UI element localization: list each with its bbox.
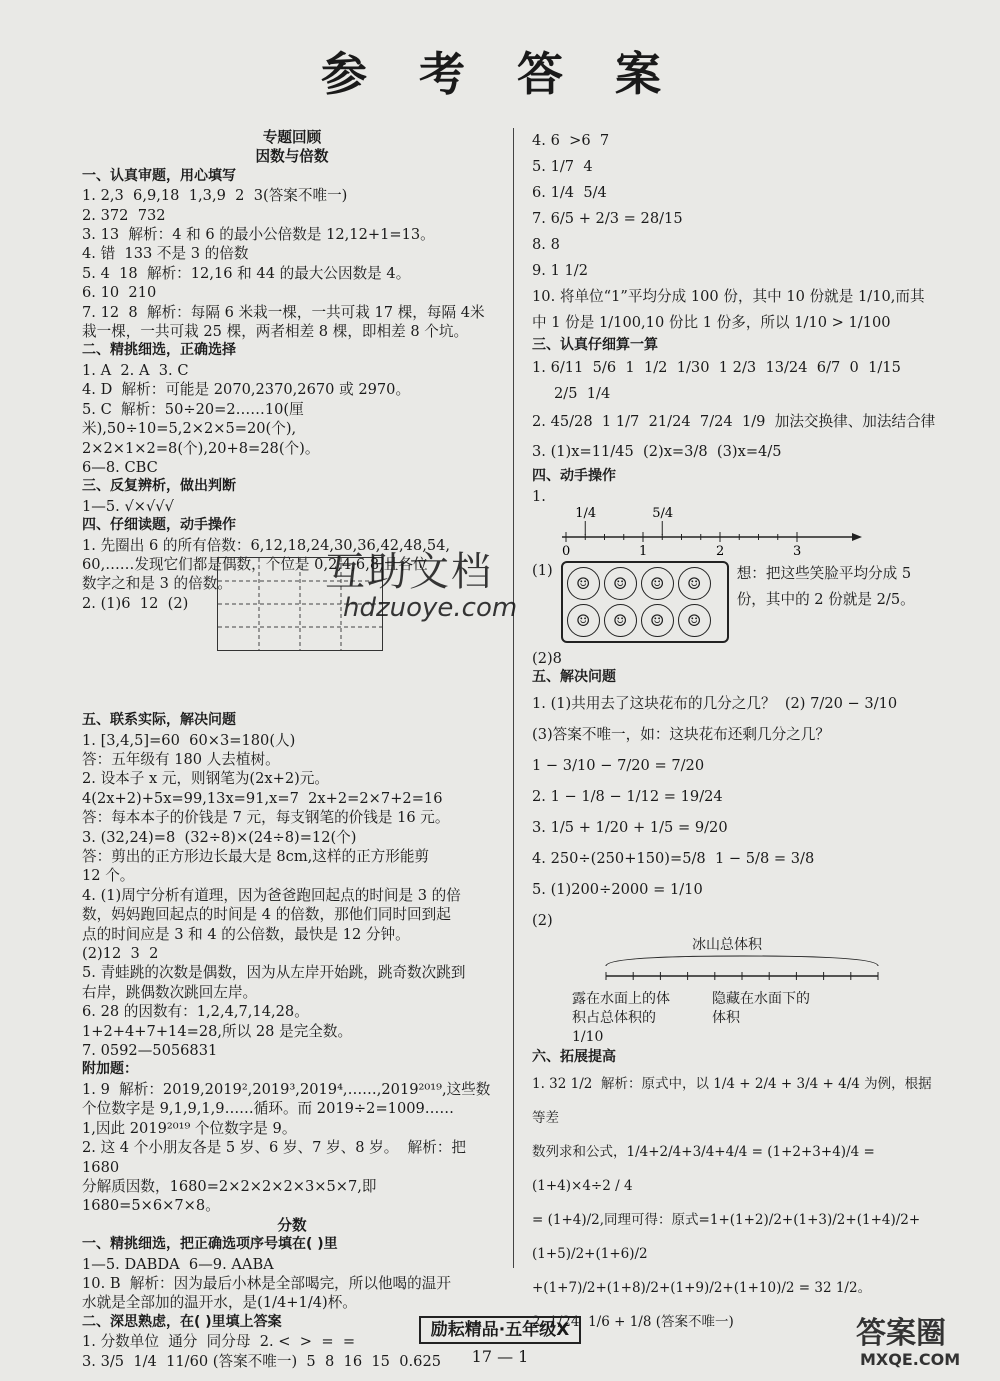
iceberg-title: 冰山总体积 (692, 936, 762, 953)
subsection-title: 一、认真审题，用心填写 (82, 167, 236, 184)
answer-line: 7. 12 8 解析：每隔 6 米栽一棵，一共可栽 17 棵，每隔 4米 (82, 303, 485, 321)
subsection-title: 五、解决问题 (532, 669, 616, 686)
iceberg-hidden-label: 隐藏在水面下的体积 (712, 990, 810, 1027)
answer-line: 60,……发现它们都是偶数，个位是 0,2,4,6,8,且各位 (82, 555, 428, 573)
answer-line: 3. (32,24)=8 (32÷8)×(24÷8)=12(个) (82, 828, 357, 846)
left-column (82, 128, 502, 1371)
answer-line: 栽一棵，一共可栽 25 棵，两者相差 8 棵，即相差 8 个坑。 (82, 323, 469, 341)
question-number: 1. (532, 487, 546, 505)
logo-text-bottom: MXQE.COM (860, 1350, 961, 1369)
answer-line: 1 − 3/10 − 7/20 = 7/20 (532, 756, 705, 774)
axis-tick-label: 3 (793, 543, 802, 557)
smiley-box (561, 561, 729, 643)
answer-line: 2. (1)6 12 (2) (82, 594, 189, 612)
section-header-review: 专题回顾 (262, 129, 322, 146)
answer-line: 中 1 份是 1/100,10 份比 1 份多，所以 1/10 > 1/100 (532, 314, 891, 331)
calc-line: 2/5 1/4 (554, 385, 611, 403)
smiley-icon: ☺ (678, 567, 711, 600)
answer-line: 4. 错 133 不是 3 的倍数 (82, 245, 249, 263)
answer-line: 10. 将单位“1”平均分成 100 份，其中 10 份就是 1/10,而其 (532, 288, 925, 305)
brand-label: 励耘精品·五年级X (419, 1316, 582, 1344)
answer-block (82, 186, 502, 341)
answer-line: 数列求和公式，1/4+2/4+3/4+4/4 = (1+2+3+4)/4 = (1+4)×4÷2 / 4 (532, 1144, 880, 1195)
answer-line: 答：剪出的正方形边长最大是 8cm,这样的正方形能剪 (82, 848, 430, 865)
think-note: 想：把这些笑脸平均分成 5 份，其中的 2 份就是 2/5。 (736, 564, 915, 608)
page-title: 参 考 答 案 (320, 47, 680, 101)
answer-line: = (1+4)/2,同理可得：原式=1+(1+2)/2+(1+3)/2+(1+4)/2+(1+5)/2+(1+6)/2 (532, 1212, 921, 1263)
answer-line: 7. 0592—5056831 (82, 1042, 218, 1060)
question-label: (1) (532, 561, 553, 579)
footer-brand (0, 1315, 1000, 1340)
answer-line: 4. 250÷(250+150)=5/8 1 − 5/8 = 3/8 (532, 849, 815, 867)
answer-block (532, 1067, 942, 1339)
logo-text-top: 答案圈 (856, 1316, 946, 1351)
answer-line: 1. 先圈出 6 的所有倍数：6,12,18,24,30,36,42,48,54, (82, 536, 451, 554)
smiley-icon: ☺ (604, 567, 637, 600)
answer-line: 1. A 2. A 3. C (82, 361, 189, 379)
column-divider (513, 128, 514, 1268)
answer-line: 右岸，跳偶数次跳回左岸。 (82, 983, 258, 1001)
answer-line: 2. 设本子 x 元，则钢笔为(2x+2)元。 (82, 770, 330, 788)
answer-line: 5. C 解析：50÷20=2……10(厘米),50÷10=5,2×2×5=20(个), (82, 400, 304, 438)
answer-line: 9. 1 1/2 (532, 262, 588, 279)
smiley-icon: ☺ (604, 604, 637, 637)
answer-line: 2. 1/24 1/6 + 1/8 (答案不唯一) (532, 1314, 734, 1331)
answer-line: 1+2+4+7+14=28,所以 28 是完全数。 (82, 1022, 353, 1040)
subsection-title: 三、认真仔细算一算 (532, 337, 658, 353)
axis-mark-label: 1/4 (575, 505, 597, 521)
answer-line: 2. 372 732 (82, 206, 166, 224)
answer-line: (2)8 (532, 649, 562, 667)
axis-tick-label: 1 (639, 543, 648, 557)
calc-line: 2. 45/28 1 1/7 21/24 7/24 1/9 加法交换律、加法结合律 (532, 413, 936, 431)
calc-line: 3. (1)x=11/45 (2)x=3/8 (3)x=4/5 (532, 443, 782, 461)
smiley-icon: ☺ (567, 567, 600, 600)
answer-line: 8. 8 (532, 236, 560, 253)
answer-line: 6. 28 的因数有：1,2,4,7,14,28。 (82, 1003, 309, 1021)
axis-tick-label: 0 (562, 543, 571, 557)
section-header-fractions: 分数 (277, 1216, 307, 1234)
answer-line: (2) (532, 911, 553, 929)
subsection-title: 四、动手操作 (532, 468, 616, 485)
page-number: 17 — 1 (471, 1347, 529, 1366)
answer-line: 1. 9 解析：2019,2019²,2019³,2019⁴,……,2019²⁰¹⁹,这些数 (82, 1080, 491, 1098)
answer-circle-logo (852, 1309, 992, 1371)
iceberg-bar (602, 950, 882, 990)
answer-line: 4(2x+2)+5x=99,13x=91,x=7 2x+2=2×7+2=16 (82, 789, 443, 807)
answer-line: 6. 1/4 5/4 (532, 184, 607, 201)
right-column (532, 128, 942, 1339)
number-line (552, 487, 862, 557)
answer-line: 7. 6/5 + 2/3 = 28/15 (532, 210, 683, 227)
answer-line: 答：五年级有 180 人去植树。 (82, 750, 280, 768)
answer-block (82, 497, 502, 516)
answer-block (82, 361, 502, 477)
answer-block (82, 1080, 502, 1216)
answer-line: 3. 1/5 + 1/20 + 1/5 = 9/20 (532, 818, 728, 836)
answer-block (82, 1255, 502, 1313)
answer-line: 5. 1/7 4 (532, 158, 593, 175)
answer-line: 数字之和是 3 的倍数。 (82, 575, 232, 593)
smiley-icon: ☺ (641, 567, 674, 600)
answer-line: 点的时间应是 3 和 4 的公倍数，最快是 12 分钟。 (82, 925, 410, 943)
answer-line: 1. 分数单位 通分 同分母 2. < > = = (82, 1333, 356, 1351)
number-line-block (532, 487, 942, 557)
smiley-icon: ☺ (641, 604, 674, 637)
answer-line: 6—8. CBC (82, 458, 158, 476)
answer-line: 12 个。 (82, 867, 135, 885)
calc-line: 1. 6/11 5/6 1 1/2 1/30 1 2/3 13/24 6/7 0 1/15 (532, 359, 901, 377)
answer-line: 4. 6 >6 7 (532, 132, 610, 149)
axis-mark-label: 5/4 (652, 505, 674, 521)
iceberg-visible-label: 露在水面上的体积占总体积的 1/10 (572, 990, 670, 1046)
answer-line: 分解质因数，1680=2×2×2×2×3×5×7,即 1680=5×6×7×8。 (82, 1177, 382, 1215)
answer-line: 数，妈妈跑回起点的时间是 4 的倍数，那他们同时回到起 (82, 906, 451, 924)
smiley-icon: ☺ (678, 604, 711, 637)
answer-line: 4. (1)周宁分析有道理，因为爸爸跑回起点的时间是 3 的倍 (82, 886, 461, 904)
answer-line: 1. (1)共用去了这块花布的几分之几？ (2) 7/20 − 3/10 (532, 694, 898, 712)
answer-line: 1. [3,4,5]=60 60×3=180(人) (82, 731, 296, 749)
answer-line: 10. B 解析：因为最后小林是全部喝完，所以他喝的温开 (82, 1274, 451, 1292)
subsection-title: 五、联系实际，解决问题 (82, 712, 236, 729)
answer-line: 个位数字是 9,1,9,1,9……循环。而 2019÷2=1009…… (82, 1100, 454, 1118)
answer-line: 3. 3/5 1/4 11/60 (答案不唯一) 5 8 16 15 0.625 (82, 1352, 442, 1370)
subsection-title: 二、深思熟虑，在( )里填上答案 (82, 1313, 282, 1330)
answer-line: 4. D 解析：可能是 2070,2370,2670 或 2970。 (82, 381, 411, 399)
answer-line: 2. 1 − 1/8 − 1/12 = 19/24 (532, 787, 723, 805)
answer-line: 5. 青蛙跳的次数是偶数，因为从左岸开始跳，跳奇数次跳到 (82, 964, 466, 982)
answer-line: 1. 32 1/2 解析：原式中，以 1/4 + 2/4 + 3/4 + 4/4 为例，根据等差 (532, 1076, 932, 1127)
answer-line: 1,因此 2019²⁰¹⁹ 个位数字是 9。 (82, 1119, 297, 1137)
subsection-title: 四、仔细读题，动手操作 (82, 517, 236, 534)
smiley-icon: ☺ (567, 604, 600, 637)
axis-tick-label: 2 (716, 543, 725, 557)
answer-line: (2)12 3 2 (82, 945, 159, 963)
answer-line: 6. 10 210 (82, 284, 157, 302)
answer-line: 5. 4 18 解析：12,16 和 44 的最大公因数是 4。 (82, 264, 411, 282)
answer-line: 3. 13 解析：4 和 6 的最小公倍数是 12,12+1=13。 (82, 226, 435, 244)
answer-line: 1—5. DABDA 6—9. AABA (82, 1255, 274, 1273)
answer-line: (3)答案不唯一，如：这块花布还剩几分之几？ (532, 725, 830, 743)
answer-block (82, 731, 502, 1061)
section-header-factors: 因数与倍数 (255, 148, 329, 166)
watermark-url: hdzuoye.com (343, 593, 518, 623)
answer-line: 2. 这 4 个小朋友各是 5 岁、6 岁、7 岁、8 岁。 解析：把1680 (82, 1139, 467, 1176)
answer-line: 1. 2,3 6,9,18 1,3,9 2 3(答案不唯一) (82, 187, 348, 205)
answer-line: 答：每本本子的价钱是 7 元，每支钢笔的价钱是 16 元。 (82, 809, 450, 827)
watermark-title: 互助文档 (325, 549, 493, 595)
answer-line: 水就是全部加的温开水，是(1/4+1/4)杯。 (82, 1294, 357, 1312)
watermark (325, 540, 517, 623)
answer-line: 2×2×1×2=8(个),20+8=28(个)。 (82, 439, 320, 457)
subsection-title: 三、反复辨析，做出判断 (82, 478, 236, 495)
answer-line: +(1+7)/2+(1+8)/2+(1+9)/2+(1+10)/2 = 32 1/2。 (532, 1280, 872, 1297)
subsection-title: 六、拓展提高 (532, 1048, 616, 1065)
answer-block (532, 128, 942, 336)
smiley-block (532, 561, 942, 643)
subsection-title: 二、精挑细选，正确选择 (82, 342, 236, 359)
subsection-title: 一、精挑细选，把正确选项序号填在( )里 (82, 1236, 338, 1253)
answer-line: 5. (1)200÷2000 = 1/10 (532, 880, 703, 898)
answer-line: 1—5. √×√√√ (82, 497, 174, 515)
subsection-title: 附加题： (82, 1061, 138, 1078)
iceberg-figure (532, 936, 942, 1048)
answer-block (532, 688, 942, 936)
